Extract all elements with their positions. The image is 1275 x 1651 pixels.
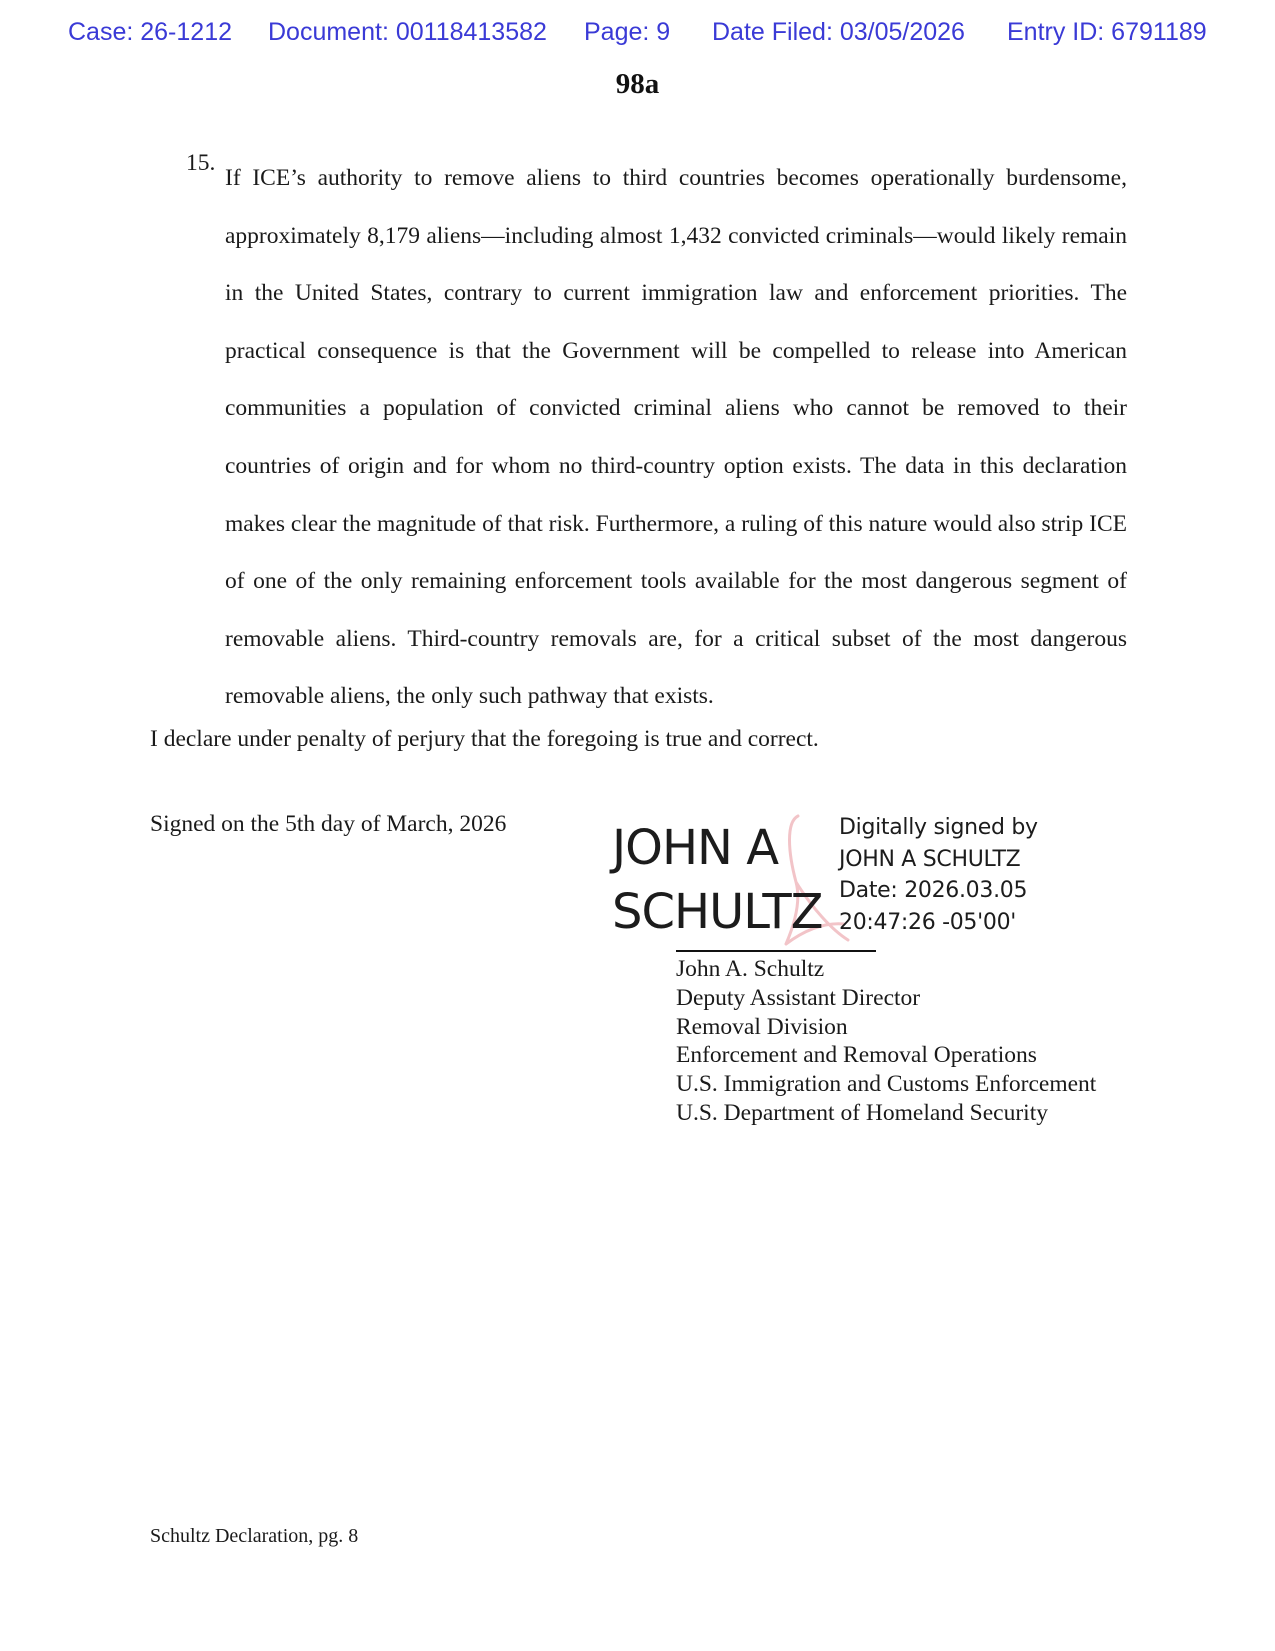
perjury-declaration: I declare under penalty of perjury that the foregoing is true and correct. xyxy=(150,726,819,752)
paragraph-15-text: If ICE’s authority to remove aliens to third countries becomes operationally burdensome, approximately 8,179 aliens—including almost 1,432 convicted criminals—would likely remain in the United States, contrary to current immigration law and enforcement priorities. The practical consequence is that the Government will be compelled to release into American communities a population of convicted criminal aliens who cannot be removed to their countries of origin and for whom no third-country option exists. The data in this declaration makes clear the magnitude of that risk. Furthermore, a ruling of this nature would also strip ICE of one of the only remaining enforcement tools available for the most dangerous segment of removable aliens. Third-country removals are, for a critical subset of the most dangerous removable aliens, the only such pathway that exists. xyxy=(225,165,1127,710)
paragraph-number: 15. xyxy=(186,150,216,176)
signatory-office: Enforcement and Removal Operations xyxy=(676,1042,1037,1069)
document-number: Document: 00118413582 xyxy=(268,18,547,46)
case-number: Case: 26-1212 xyxy=(68,18,233,46)
signatory-name: John A. Schultz xyxy=(676,956,825,982)
signature-name xyxy=(612,816,823,944)
signature-details-line4: 20:47:26 -05'00' xyxy=(839,909,1017,935)
signature-details xyxy=(839,812,1038,938)
date-filed: Date Filed: 03/05/2026 xyxy=(712,18,965,46)
signature-line xyxy=(676,950,876,952)
signed-date-line: Signed on the 5th day of March, 2026 xyxy=(150,811,507,837)
page-number: 98a xyxy=(615,68,660,100)
signature-name-line2: SCHULTZ xyxy=(612,884,823,940)
signatory-agency: U.S. Immigration and Customs Enforcement xyxy=(676,1071,1097,1098)
signatory-title: Deputy Assistant Director xyxy=(676,984,921,1011)
signatory-division: Removal Division xyxy=(676,1013,848,1040)
filing-header xyxy=(0,18,1275,58)
signatory-department: U.S. Department of Homeland Security xyxy=(676,1099,1048,1126)
signatory-block xyxy=(676,955,1096,1128)
signature-details-line1: Digitally signed by xyxy=(839,815,1038,840)
filing-page-number: Page: 9 xyxy=(584,18,671,46)
signature-details-line2: JOHN A SCHULTZ xyxy=(839,846,1021,872)
signature-name-line1: JOHN A xyxy=(612,820,779,876)
entry-id: Entry ID: 6791189 xyxy=(1007,18,1207,46)
page-footer: Schultz Declaration, pg. 8 xyxy=(150,1525,359,1547)
digital-signature[interactable] xyxy=(612,812,1132,952)
signature-details-line3: Date: 2026.03.05 xyxy=(839,878,1028,903)
